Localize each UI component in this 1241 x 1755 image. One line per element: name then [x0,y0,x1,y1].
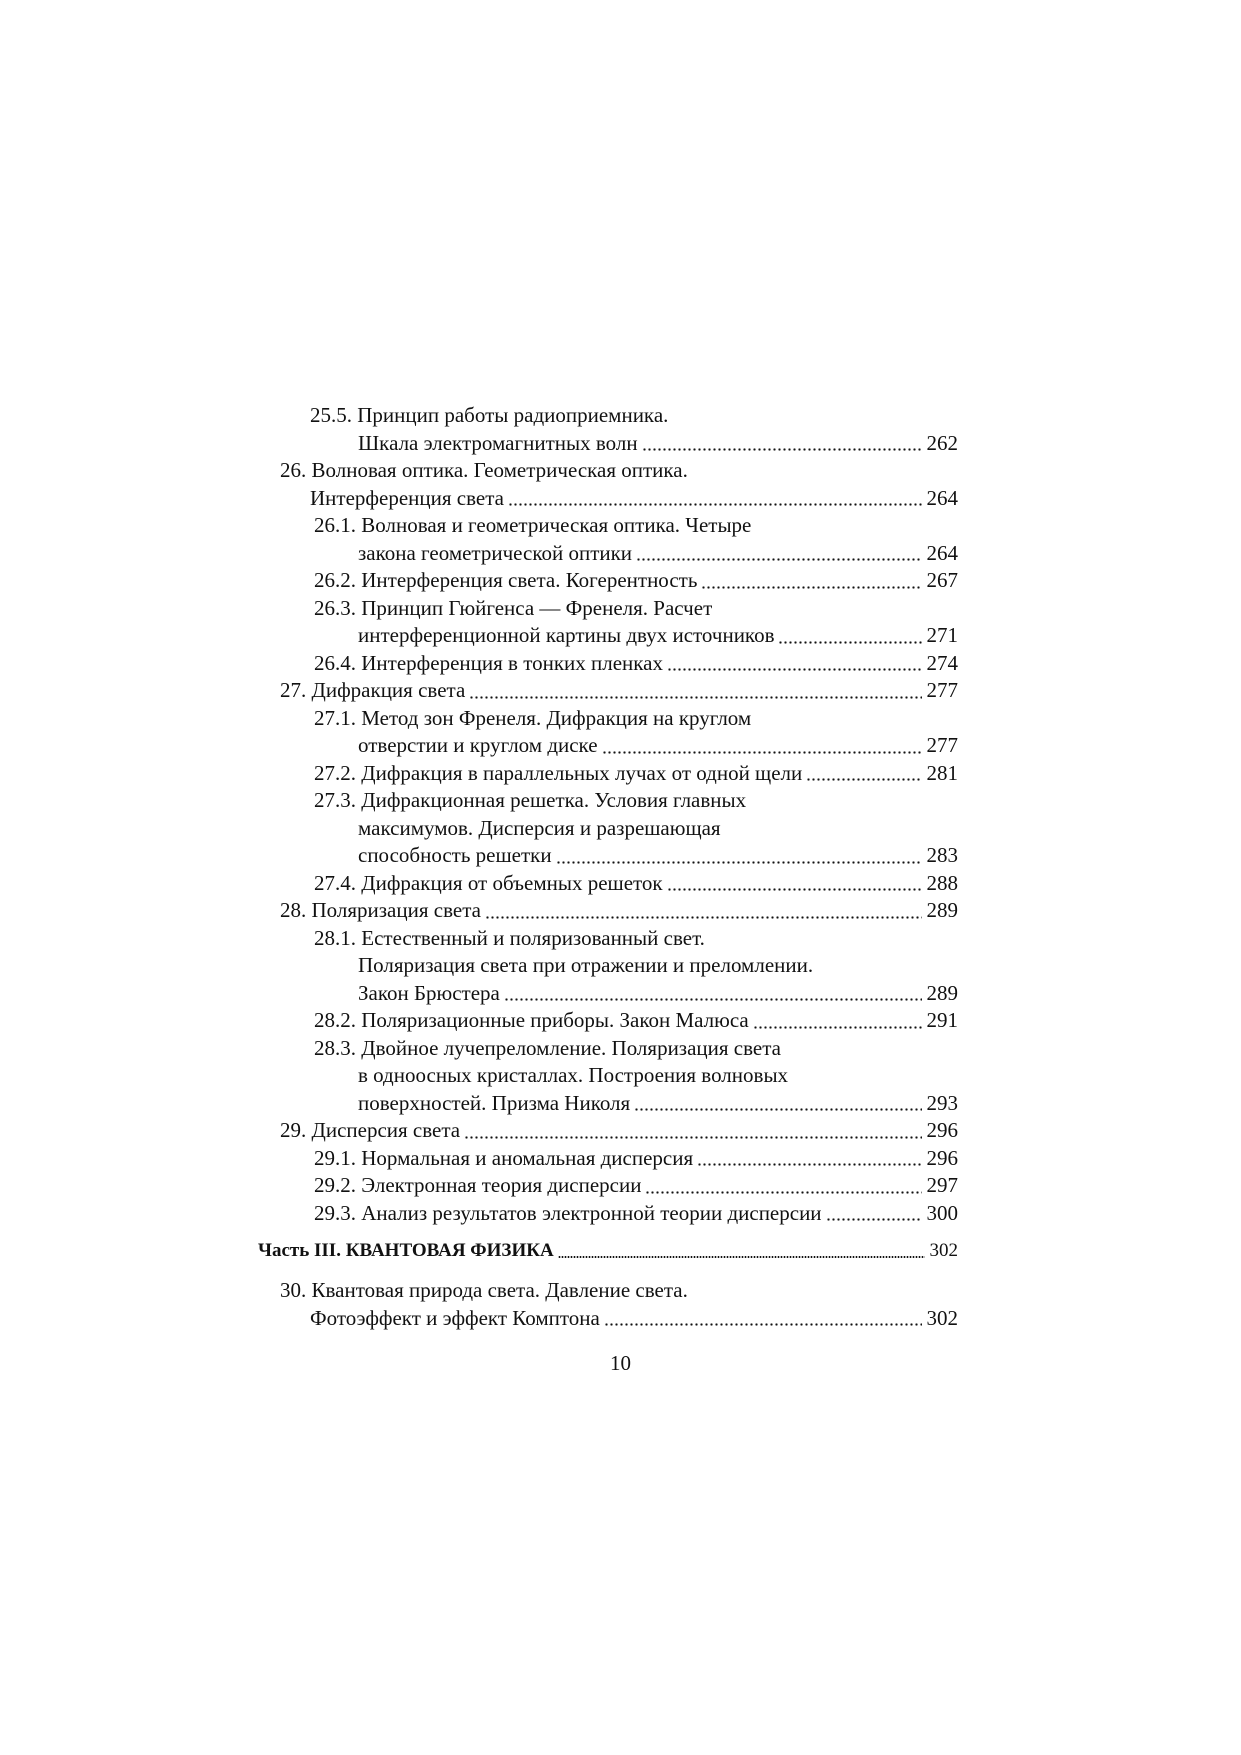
toc-leader-dots [504,998,922,1001]
toc-entry [280,815,958,843]
toc-entry-title: Закон Брюстера [358,980,500,1005]
toc-entry [280,787,958,815]
toc-leader-dots [508,503,922,506]
toc-entry [280,952,958,980]
toc-entry-title: 27.2. Дифракция в параллельных лучах от одной щели [314,760,803,785]
toc-entry [280,430,958,458]
toc-entry-title: 26.1. Волновая и геометрическая оптика. Четыре [314,513,752,537]
toc-entry-title: 26.4. Интерференция в тонких пленках [314,650,664,675]
toc-entry-title: 28.1. Естественный и поляризованный свет. [314,925,705,950]
toc-entry [280,925,958,953]
toc-entry-page: 281 [926,760,958,785]
toc-entry [280,1145,958,1173]
toc-entry-title: 29. Дисперсия света [280,1118,461,1142]
toc-section-quantum [280,1277,958,1332]
table-of-contents [258,402,958,1332]
toc-entry-title: 27.1. Метод зон Френеля. Дифракция на круглом [314,705,752,730]
toc-entry-page: 291 [926,1008,958,1032]
toc-entry [280,1200,958,1228]
toc-entry-page: 296 [926,1118,958,1142]
toc-entry-page: 302 [926,1305,958,1330]
toc-entry-title: Поляризация света при отражении и преломлении. [358,953,814,977]
toc-entry [280,650,958,678]
toc-entry-title: 25.5. Принцип работы радиоприемника. [310,403,669,427]
toc-entry [280,402,958,430]
toc-entry-page: 264 [926,485,958,510]
toc-leader-dots [701,586,922,589]
toc-entry-title: 28.2. Поляризационные приборы. Закон Малюса [314,1008,749,1032]
toc-entry [280,457,958,485]
toc-leader-dots [806,778,922,781]
toc-leader-dots [667,668,922,671]
toc-entry-title: Фотоэффект и эффект Комптона [310,1305,600,1330]
toc-entry [280,732,958,760]
toc-entry-title: 27.4. Дифракция от объемных решеток [314,870,663,895]
toc-entry [280,1305,958,1333]
toc-entry-page: 267 [926,568,958,592]
toc-entry-title: 29.3. Анализ результатов электронной теории дисперсии [314,1200,822,1225]
toc-leader-dots [602,751,922,754]
toc-leader-dots [469,696,922,699]
toc-entry-title: Шкала электромагнитных волн [358,430,638,455]
toc-entry-title: 28. Поляризация света [280,898,481,922]
toc-entry [280,1035,958,1063]
toc-leader-dots [558,1256,925,1258]
toc-entry [280,485,958,513]
toc-leader-dots [556,861,922,864]
toc-entry-page: 289 [926,980,958,1005]
toc-part-title: Часть III. КВАНТОВАЯ ФИЗИКА [258,1240,554,1261]
page-number: 10 [610,1351,631,1375]
toc-entry [280,622,958,650]
toc-entry [280,567,958,595]
toc-entry-title: 27. Дифракция света [280,678,466,702]
toc-leader-dots [778,641,922,644]
toc-entry-page: 262 [926,430,958,455]
toc-entry-page: 296 [926,1145,958,1170]
toc-entry-title: способность решетки [358,843,552,867]
toc-entry-title: интерференционной картины двух источников [358,623,775,647]
toc-entry-title: в одноосных кристаллах. Построения волновых [358,1063,789,1087]
toc-entry [280,870,958,898]
toc-entry-page: 293 [926,1090,958,1115]
toc-entry [280,1172,958,1200]
toc-entry-page: 264 [926,540,958,565]
toc-entry [280,1090,958,1118]
toc-entry-title: 26. Волновая оптика. Геометрическая оптика. [280,458,688,482]
toc-leader-dots [642,448,922,451]
toc-entry [280,1277,958,1305]
toc-entry-page: 271 [926,623,958,647]
toc-entry [280,980,958,1008]
toc-entry-title: 26.3. Принцип Гюйгенса — Френеля. Расчет [314,595,713,620]
toc-entry [280,540,958,568]
toc-entry-title: отверстии и круглом диске [358,733,598,757]
toc-entry-page: 277 [926,678,958,702]
toc-leader-dots [697,1163,922,1166]
toc-entry [280,1062,958,1090]
toc-entry [280,760,958,788]
toc-entry-page: 297 [926,1173,958,1197]
toc-entry [280,512,958,540]
toc-entry [280,677,958,705]
toc-entry-title: 29.1. Нормальная и аномальная дисперсия [314,1145,694,1170]
toc-leader-dots [604,1323,922,1326]
toc-leader-dots [634,1108,922,1111]
toc-entry-title: Интерференция света [310,485,504,510]
toc-part-heading [258,1237,958,1265]
toc-part-page: 302 [929,1240,958,1261]
toc-entry [280,1007,958,1035]
toc-leader-dots [753,1026,922,1029]
toc-section-optics [280,402,958,1227]
toc-entry-title: 28.3. Двойное лучепреломление. Поляризация света [314,1035,781,1060]
toc-entry-page: 289 [926,898,958,922]
toc-entry [280,705,958,733]
toc-entry-title: 27.3. Дифракционная решетка. Условия главных [314,788,747,812]
toc-entry-title: 29.2. Электронная теория дисперсии [314,1173,642,1197]
toc-entry [280,1117,958,1145]
toc-entry [280,897,958,925]
toc-entry-title: 26.2. Интерференция света. Когерентность [314,568,698,592]
toc-leader-dots [645,1191,922,1194]
toc-entry [280,842,958,870]
toc-entry-title: 30. Квантовая природа света. Давление света. [280,1278,688,1302]
toc-leader-dots [667,888,922,891]
toc-entry-page: 300 [926,1200,958,1225]
toc-entry-title: поверхностей. Призма Николя [358,1090,631,1115]
toc-entry-page: 274 [926,650,958,675]
toc-entry-page: 288 [926,870,958,895]
toc-entry-page: 283 [926,843,958,867]
toc-leader-dots [826,1218,922,1221]
toc-entry-page: 277 [926,733,958,757]
toc-entry-title: максимумов. Дисперсия и разрешающая [358,815,721,840]
toc-entry-title: закона геометрической оптики [358,540,633,565]
toc-leader-dots [464,1136,922,1139]
toc-leader-dots [485,916,922,919]
toc-leader-dots [636,558,922,561]
toc-entry [280,595,958,623]
